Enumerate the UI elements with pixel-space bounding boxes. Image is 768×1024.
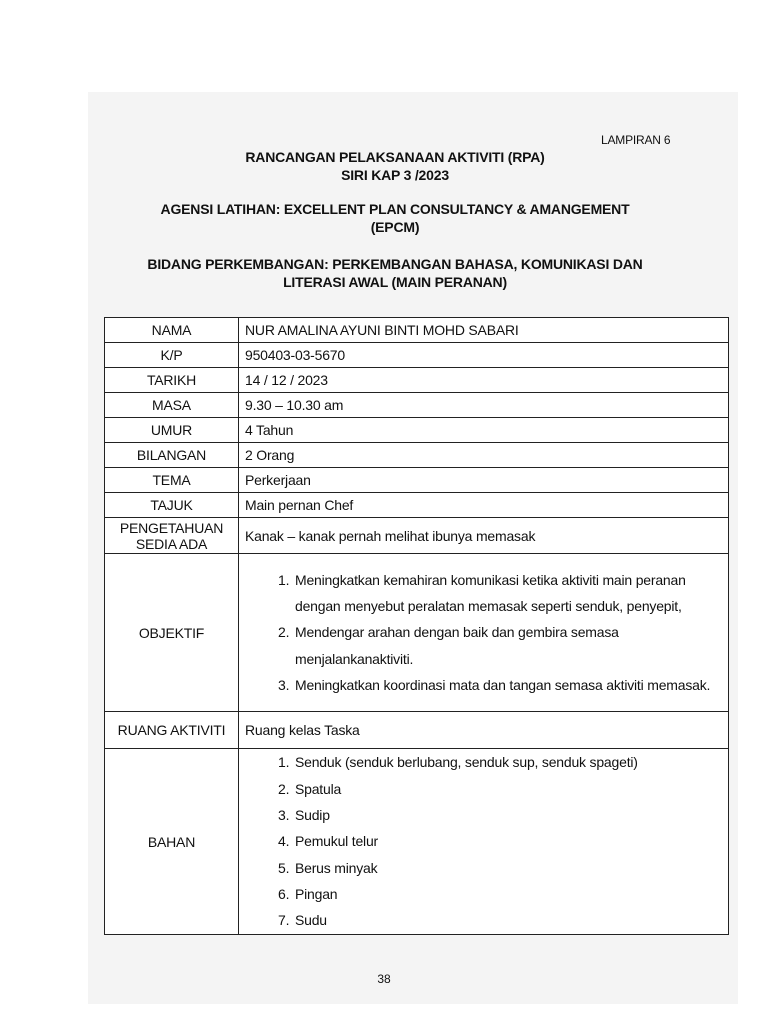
document-title xyxy=(100,148,690,184)
table-row-masa xyxy=(105,393,729,418)
row-label: TEMA xyxy=(105,468,239,493)
table-row-bahan xyxy=(105,749,729,935)
row-label-line-2: SEDIA ADA xyxy=(135,535,208,552)
title-line-1: RANCANGAN PELAKSANAAN AKTIVITI (RPA) xyxy=(245,149,545,165)
list-item: 2. Spatula xyxy=(293,776,722,802)
table-row-tema xyxy=(105,468,729,493)
table-row-objektif xyxy=(105,554,729,712)
row-label: TARIKH xyxy=(105,368,239,393)
row-label: K/P xyxy=(105,343,239,368)
table-row-umur xyxy=(105,418,729,443)
rpa-table xyxy=(104,317,729,935)
appendix-label: LAMPIRAN 6 xyxy=(601,133,671,147)
row-value: NUR AMALINA AYUNI BINTI MOHD SABARI xyxy=(239,318,729,343)
row-label: BAHAN xyxy=(105,749,239,935)
development-area-heading xyxy=(100,255,690,291)
list-item: 1. Meningkatkan kemahiran komunikasi ketika aktiviti main peranan dengan menyebut peralatan memasak seperti senduk, penyepit, xyxy=(293,567,722,620)
row-value: 4 Tahun xyxy=(239,418,729,443)
objectives-cell xyxy=(239,554,729,712)
agency-line-2: (EPCM) xyxy=(370,219,420,235)
table-row-kp xyxy=(105,343,729,368)
materials-cell xyxy=(239,749,729,935)
list-item: 3. Sudip xyxy=(293,802,722,828)
agency-heading xyxy=(100,200,690,236)
row-label: UMUR xyxy=(105,418,239,443)
row-label: NAMA xyxy=(105,318,239,343)
agency-line-1: AGENSI LATIHAN: EXCELLENT PLAN CONSULTANCY & AMANGEMENT xyxy=(160,201,630,217)
row-label: OBJEKTIF xyxy=(105,554,239,712)
row-label xyxy=(105,518,239,554)
page-number: 38 xyxy=(377,972,391,986)
title-line-2: SIRI KAP 3 /2023 xyxy=(341,167,449,183)
table-row-nama xyxy=(105,318,729,343)
row-value: 9.30 – 10.30 am xyxy=(239,393,729,418)
list-item: 1. Senduk (senduk berlubang, senduk sup, senduk spageti) xyxy=(293,749,722,775)
list-item: 6. Pingan xyxy=(293,881,722,907)
row-value: Ruang kelas Taska xyxy=(239,712,729,749)
row-label-line-1: PENGETAHUAN xyxy=(119,519,224,536)
table-row-pengetahuan xyxy=(105,518,729,554)
list-item: 4. Pemukul telur xyxy=(293,828,722,854)
list-item: 2. Mendengar arahan dengan baik dan gembira semasa menjalankanaktiviti. xyxy=(293,619,722,672)
table-row-tarikh xyxy=(105,368,729,393)
table-row-tajuk xyxy=(105,493,729,518)
row-label: RUANG AKTIVITI xyxy=(105,712,239,749)
row-value: Main pernan Chef xyxy=(239,493,729,518)
row-label: BILANGAN xyxy=(105,443,239,468)
row-value: 2 Orang xyxy=(239,443,729,468)
row-value: 14 / 12 / 2023 xyxy=(239,368,729,393)
list-item: 7. Sudu xyxy=(293,907,722,933)
objectives-list xyxy=(245,567,722,698)
table-row-ruang xyxy=(105,712,729,749)
row-value: Perkerjaan xyxy=(239,468,729,493)
row-label: MASA xyxy=(105,393,239,418)
row-value: 950403-03-5670 xyxy=(239,343,729,368)
list-item: 5. Berus minyak xyxy=(293,855,722,881)
materials-list xyxy=(245,749,722,933)
table-row-bilangan xyxy=(105,443,729,468)
list-item: 3. Meningkatkan koordinasi mata dan tangan semasa aktiviti memasak. xyxy=(293,672,722,698)
area-line-2: LITERASI AWAL (MAIN PERANAN) xyxy=(283,274,507,290)
row-value: Kanak – kanak pernah melihat ibunya memasak xyxy=(239,518,729,554)
area-line-1: BIDANG PERKEMBANGAN: PERKEMBANGAN BAHASA, KOMUNIKASI DAN xyxy=(147,256,643,272)
row-label: TAJUK xyxy=(105,493,239,518)
